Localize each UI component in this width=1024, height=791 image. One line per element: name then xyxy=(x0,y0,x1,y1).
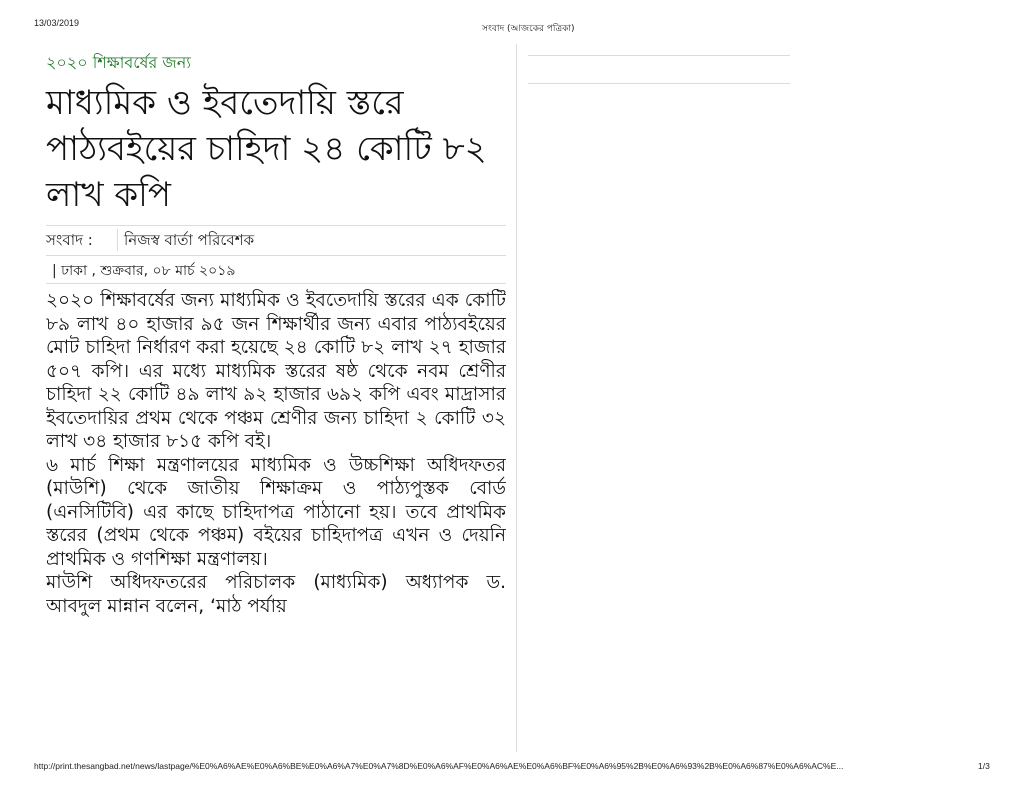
print-footer-url[interactable]: http://print.thesangbad.net/news/lastpage/%E0%A6%AE%E0%A6%BE%E0%A6%A7%E0%A7%8D%E0%A6%AF%E0%A6%AE%E0%A6%BF%E0%A6%95%2B%E0%A6%93%2B%E0%A6%87%E0%A6%AC%E... xyxy=(34,761,844,771)
right-rule-top xyxy=(528,55,790,56)
print-header-date: 13/03/2019 xyxy=(34,18,80,28)
article-paragraph: ৬ মার্চ শিক্ষা মন্ত্রণালয়ের মাধ্যমিক ও উচ্চশিক্ষা অধিদফতর (মাউশি) থেকে জাতীয় শিক্ষাক্রম ও পাঠ্যপুস্তক বোর্ড (এনসিটিবি) এর কাছে চাহিদাপত্র পাঠানো হয়। তবে প্রাথমিক স্তরের (প্রথম থেকে পঞ্চম) বইয়ের চাহিদাপত্র এখন ও দেয়নি প্রাথমিক ও গণশিক্ষা মন্ত্রণালয়। xyxy=(46,454,506,570)
byline-author: নিজস্ব বার্তা পরিবেশক xyxy=(124,231,255,249)
article-paragraph: মাউশি অধিদফতরের পরিচালক (মাধ্যমিক) অধ্যাপক ড. আবদুল মান্নান বলেন, ‘মাঠ পর্যায় xyxy=(46,572,506,617)
article-paragraph: ২০২০ শিক্ষাবর্ষের জন্য মাধ্যমিক ও ইবতেদায়ি স্তরের এক কোটি ৮৯ লাখ ৪০ হাজার ৯৫ জন শিক্ষার্থীর জন্য এবার পাঠ্যবইয়ের মোট চাহিদা নির্ধারণ করা হয়েছে ২৪ কোটি ৮২ লাখ ২৭ হাজার ৫০৭ কপি। এর মধ্যে মাধ্যমিক স্তরের ষষ্ঠ থেকে নবম শ্রেণীর চাহিদা ২২ কোটি ৪৯ লাখ ৯২ হাজার ৬৯২ কপি এবং মাদ্রাসার ইবতেদায়ির প্রথম থেকে পঞ্চম শ্রেণীর জন্য চাহিদা ২ কোটি ৩২ লাখ ৩৪ হাজার ৮১৫ কপি বই। xyxy=(46,290,506,452)
byline-rule-middle xyxy=(46,255,506,256)
byline-label: সংবাদ : xyxy=(46,231,93,249)
right-rule-second xyxy=(528,83,790,84)
column-divider xyxy=(516,44,517,752)
print-header-title: সংবাদ (আজকের পত্রিকা) xyxy=(482,24,575,34)
byline-separator xyxy=(117,229,118,251)
byline-rule-bottom xyxy=(46,283,506,284)
article-body xyxy=(46,289,506,729)
article-kicker: ২০২০ শিক্ষাবর্ষের জন্য xyxy=(46,53,191,72)
print-footer-page-number: 1/3 xyxy=(978,761,990,771)
article-dateline: | ঢাকা , শুক্রবার, ০৮ মার্চ ২০১৯ xyxy=(52,263,236,279)
byline-rule-top xyxy=(46,225,506,226)
article-headline: মাধ্যমিক ও ইবতেদায়ি স্তরে পাঠ্যবইয়ের চাহিদা ২৪ কোটি ৮২ লাখ কপি xyxy=(46,83,487,215)
